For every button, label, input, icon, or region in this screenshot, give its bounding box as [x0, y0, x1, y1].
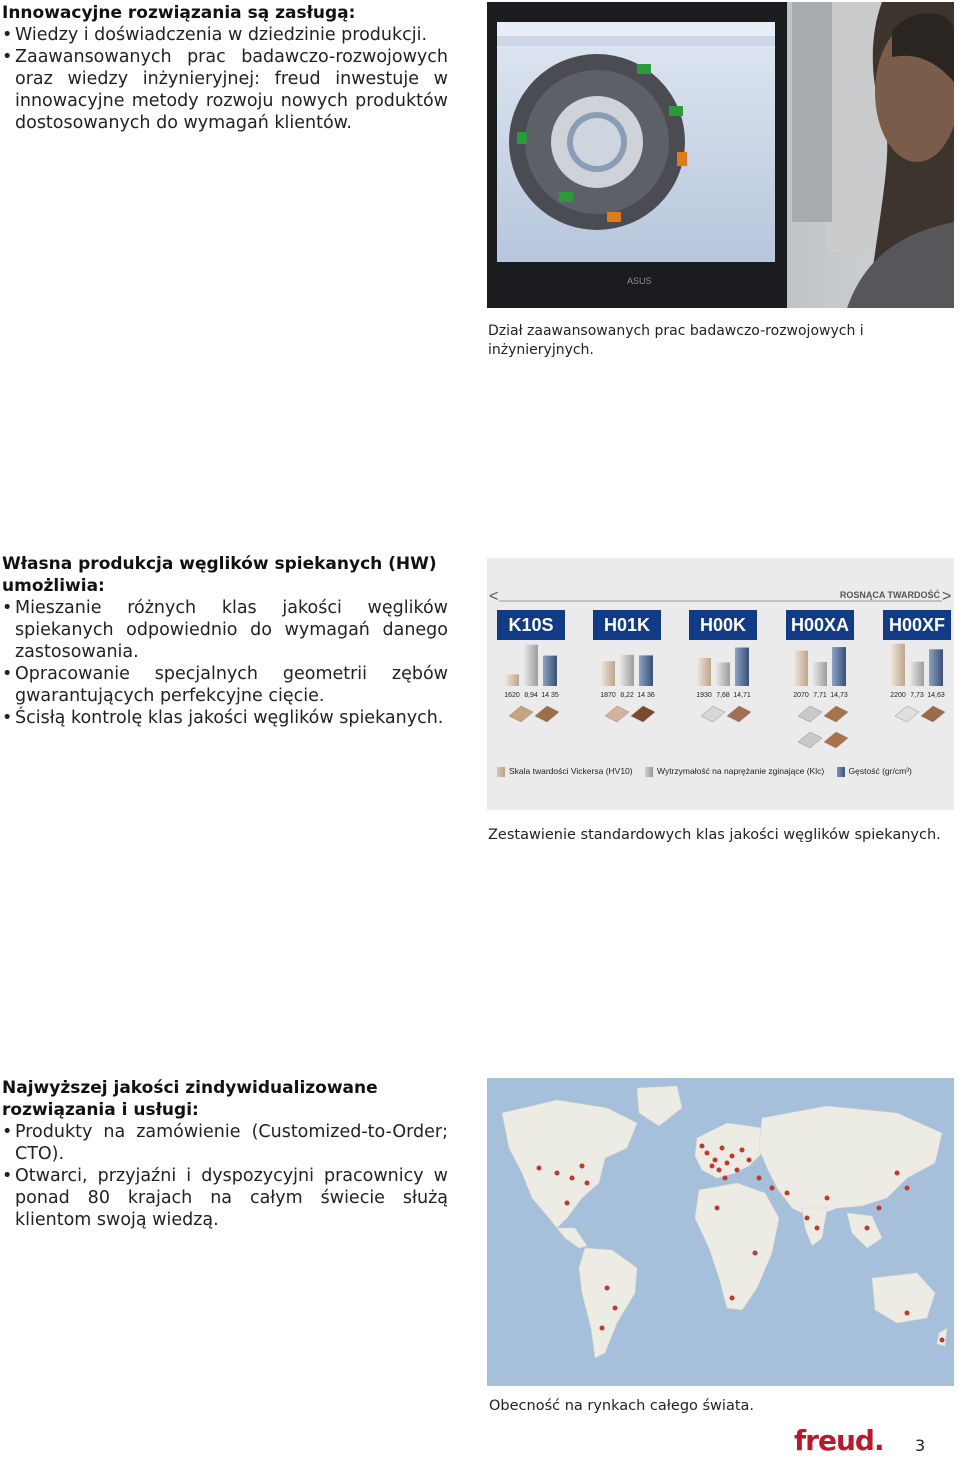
legend-label: Skala twardości Vickersa (HV10)	[509, 766, 633, 776]
data-label: 8,94	[524, 692, 538, 699]
data-label: 14,71	[733, 692, 751, 699]
carbide-tile-icon	[701, 706, 725, 722]
data-label: 8,22	[620, 692, 634, 699]
carbide-tile-icon	[727, 706, 751, 722]
carbide-tile-icon	[509, 706, 533, 722]
grade-label: H00XA	[786, 610, 854, 640]
list-item: • Produkty na zamówienie (Customized-to-Order; CTO).	[2, 1121, 448, 1165]
carbide-grades-chart	[487, 558, 954, 810]
carbide-tile-icon	[535, 706, 559, 722]
data-label: 7,73	[910, 692, 924, 699]
carbide-tile-icon	[824, 706, 848, 722]
carbide-tile-icon	[921, 706, 945, 722]
bar-k10s-series-1	[524, 645, 538, 686]
bar-h00xa-series-0	[794, 651, 808, 686]
bar-h00k-series-0	[697, 658, 711, 686]
data-label: 2200	[890, 692, 906, 699]
grade-label: H00K	[689, 610, 757, 640]
section-carbide	[2, 553, 448, 729]
arrow-right: >	[942, 588, 952, 605]
list-item: • Opracowanie specjalnych geometrii zębów gwarantujących perfekcyjne cięcie.	[2, 663, 448, 707]
bar-k10s-series-2	[543, 656, 557, 686]
section-heading: Najwyższej jakości zindywidualizowane rozwiązania i usługi:	[2, 1078, 378, 1120]
bar-h00xf-series-1	[910, 662, 924, 686]
section-heading: Własna produkcja węglików spiekanych (HW) umożliwia:	[2, 554, 437, 596]
bar-h00xa-series-1	[813, 662, 827, 686]
bar-h01k-series-0	[601, 661, 615, 686]
data-label: 14,73	[830, 692, 848, 699]
data-label: 7,71	[813, 692, 827, 699]
list-item: • Otwarci, przyjaźni i dyspozycyjni pracownicy w ponad 80 krajach na całym świecie służą klientom swoją wiedzą.	[2, 1165, 448, 1231]
carbide-tile-icon	[895, 706, 919, 722]
arrow-left: <	[489, 588, 499, 605]
photo-caption: Dział zaawansowanych prac badawczo-rozwojowych i inżynieryjnych.	[488, 323, 864, 358]
carbide-tile-icon	[798, 732, 822, 748]
legend-item	[645, 766, 824, 776]
freud-logo: freud.	[794, 1424, 884, 1457]
legend-label: Gęstość (gr/cm³)	[848, 766, 912, 776]
monitor-brand: ASUS	[627, 276, 652, 286]
world-map-illustration	[487, 1078, 954, 1386]
data-label: 2070	[793, 692, 809, 699]
legend-label: Wytrzymałość na naprężanie zginające (Klc)	[657, 766, 825, 776]
carbide-tile-icon	[631, 706, 655, 722]
data-label: 14 35	[541, 692, 559, 699]
legend-item	[837, 766, 912, 776]
bar-h00xf-series-0	[891, 644, 905, 686]
data-label: 14 36	[637, 692, 655, 699]
legend-item	[497, 766, 633, 776]
list-item: • Ścisłą kontrolę klas jakości węglików spiekanych.	[2, 707, 448, 729]
bar-h00k-series-1	[716, 662, 730, 686]
list-item: • Mieszanie różnych klas jakości węglików spiekanych odpowiednio do wymagań danego zastosowania.	[2, 597, 448, 663]
grade-label: H00XF	[883, 610, 951, 640]
bullet-list	[2, 597, 448, 729]
data-label: 1930	[696, 692, 712, 699]
grade-label: K10S	[497, 610, 565, 640]
rnd-photo	[487, 2, 954, 308]
chart-legend	[497, 766, 922, 777]
list-item: • Wiedzy i doświadczenia w dziedzinie produkcji.	[2, 24, 448, 46]
data-label: 7,68	[716, 692, 730, 699]
data-label: 1620	[504, 692, 520, 699]
world-map	[487, 1078, 954, 1386]
carbide-tile-icon	[605, 706, 629, 722]
bar-h00k-series-2	[735, 648, 749, 686]
bars-group	[504, 644, 945, 699]
section-services	[2, 1077, 448, 1231]
section-heading: Innowacyjne rozwiązania są zasługą:	[2, 3, 356, 23]
carbide-tile-icon	[798, 706, 822, 722]
direction-label: ROSNĄCA TWARDOŚĆ	[839, 590, 940, 600]
chart-caption: Zestawienie standardowych klas jakości węglików spiekanych.	[488, 827, 941, 843]
bullet-list	[2, 24, 448, 134]
data-label: 1870	[600, 692, 616, 699]
map-caption: Obecność na rynkach całego świata.	[489, 1398, 755, 1414]
bar-h01k-series-1	[620, 655, 634, 686]
page-number: 3	[915, 1436, 926, 1455]
bar-h01k-series-2	[639, 655, 653, 686]
bullet-list	[2, 1121, 448, 1231]
bar-h00xa-series-2	[832, 647, 846, 686]
data-label: 14,63	[927, 692, 945, 699]
bar-k10s-series-0	[505, 674, 519, 686]
grade-label: H01K	[593, 610, 661, 640]
carbide-tile-icon	[824, 732, 848, 748]
bar-h00xf-series-2	[929, 649, 943, 686]
carbide-tiles	[509, 706, 945, 748]
section-innovation	[2, 2, 448, 134]
rnd-photo-illustration	[487, 2, 954, 308]
list-item: • Zaawansowanych prac badawczo-rozwojowych oraz wiedzy inżynieryjnej: freud inwestuje w innowacyjne metody rozwoju nowych produktów dostosowanych do wymagań klientów.	[2, 46, 448, 134]
